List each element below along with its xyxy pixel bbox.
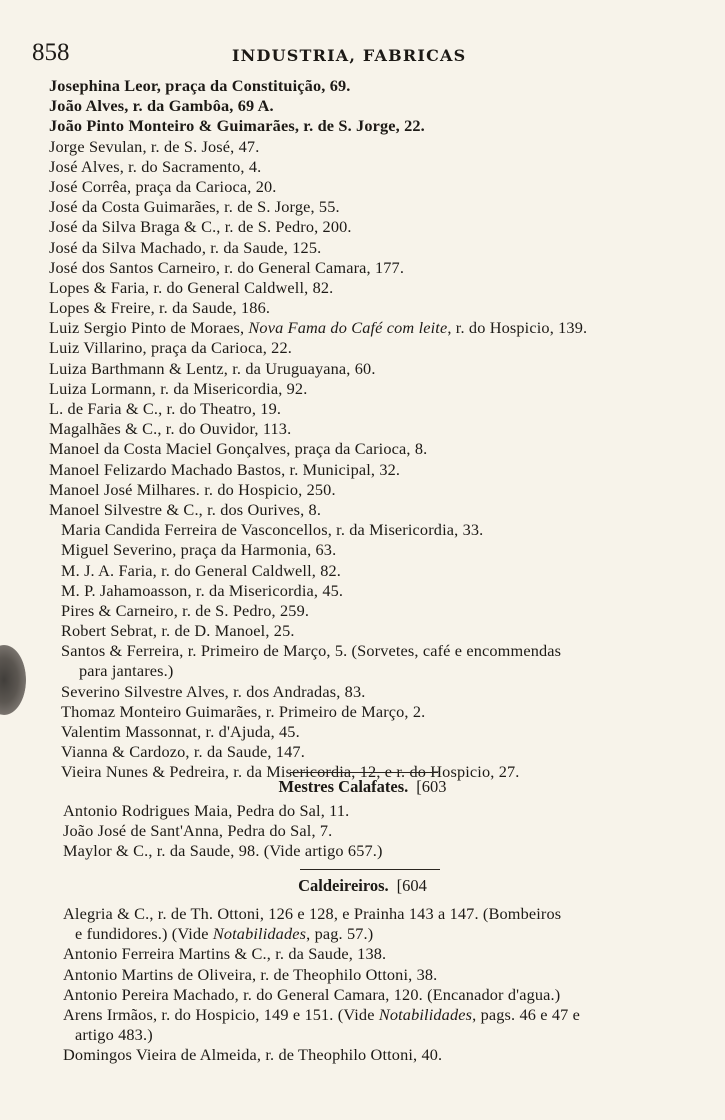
page-header [32,40,692,68]
directory-entry: M. J. A. Faria, r. do General Caldwell, 82. [61,560,342,580]
directory-entry: Magalhães & C., r. do Ouvidor, 113. [49,419,292,439]
directory-entry: para jantares.) [79,661,174,681]
directory-entry: Manoel Silvestre & C., r. dos Ourives, 8. [49,499,322,519]
directory-entry [63,904,713,924]
directory-entry: João José de Sant'Anna, Pedra do Sal, 7. [63,821,333,841]
directory-entry: Vianna & Cardozo, r. da Saude, 147. [61,742,305,762]
entry-italic-text: Nova Fama do Café com leite [248,318,448,338]
directory-entry: José dos Santos Carneiro, r. do General Camara, 177. [49,257,405,277]
section-number: [603 [416,777,447,796]
directory-entry: Vieira Nunes & Pedreira, r. da Misericordia, 12, e r. do Hospicio, 27. [61,762,520,782]
directory-entry: Robert Sebrat, r. de D. Manoel, 25. [61,621,295,641]
directory-entry [63,1025,713,1045]
directory-entry: José Corrêa, praça da Carioca, 20. [49,176,277,196]
directory-entry: José da Silva Machado, r. da Saude, 125. [49,237,322,257]
directory-entry: Santos & Ferreira, r. Primeiro de Março, 5. (Sorvetes, café e encommendas [61,641,562,661]
section-title: Caldeireiros. [298,876,389,895]
directory-entry: Maria Candida Ferreira de Vasconcellos, r. da Misericordia, 33. [61,520,484,540]
directory-entry: José Alves, r. do Sacramento, 4. [49,156,262,176]
entry-text: Alegria & C., r. de Th. Ottoni, 126 e 128, e Prainha 143 a 147. (Bombeiros [63,904,562,923]
directory-entry: Severino Silvestre Alves, r. dos Andradas, 83. [61,681,366,701]
directory-entry: Luiza Lormann, r. da Misericordia, 92. [49,378,308,398]
directory-entry: Manoel Felizardo Machado Bastos, r. Municipal, 32. [49,459,401,479]
section-heading-mestres-calafates [0,777,725,797]
directory-entry: M. P. Jahamoasson, r. da Misericordia, 45. [61,580,344,600]
directory-entry: Lopes & Faria, r. do General Caldwell, 82. [49,277,334,297]
directory-entry: Miguel Severino, praça da Harmonia, 63. [61,540,337,560]
entry-text: artigo 483.) [75,1025,153,1045]
entry-text: Luiz Sergio Pinto de Moraes, [49,318,249,338]
entries-list-main [49,76,699,783]
directory-entry [63,1045,713,1065]
directory-entry: Valentim Massonnat, r. d'Ajuda, 45. [61,722,300,741]
entry-text: Domingos Vieira de Almeida, r. de Theophilo Ottoni, 40. [63,1045,443,1065]
entries-list-mestres-calafates [63,801,713,862]
ink-blot-mark [0,645,26,715]
entry-text: Arens Irmãos, r. do Hospicio, 149 e 151. (Vide [63,1004,379,1024]
directory-entry: Jorge Sevulan, r. de S. José, 47. [49,136,260,156]
directory-entry: Maylor & C., r. da Saude, 98. (Vide artigo 657.) [63,841,383,861]
directory-entry: José da Silva Braga & C., r. de S. Pedro, 200. [49,217,352,237]
section-heading-caldeireiros [0,876,725,896]
section-number: [604 [396,876,427,895]
directory-entry: Manoel da Costa Maciel Gonçalves, praça da Carioca, 8. [49,439,428,459]
directory-entry [49,318,699,338]
entries-list-caldeireiros [63,904,713,1066]
directory-entry: Luiza Barthmann & Lentz, r. da Uruguayana, 60. [49,358,376,378]
directory-entry [63,944,713,964]
directory-entry: Thomaz Monteiro Guimarães, r. Primeiro de Março, 2. [61,701,426,721]
directory-entry [63,1005,713,1025]
entry-text: , pags. 46 e 47 e [472,1004,581,1024]
directory-entry: José da Costa Guimarães, r. de S. Jorge, 55. [49,197,340,217]
directory-entry: Luiz Villarino, praça da Carioca, 22. [49,338,292,358]
directory-entry: Antonio Rodrigues Maia, Pedra do Sal, 11. [63,801,350,820]
directory-entry: João Pinto Monteiro & Guimarães, r. de S. Jorge, 22. [49,116,425,136]
section-rule-middle [300,869,440,870]
directory-entry: Lopes & Freire, r. da Saude, 186. [49,298,271,318]
page-number: 858 [32,39,70,66]
entry-text: Antonio Martins de Oliveira, r. de Theophilo Ottoni, 38. [63,964,438,984]
section-rule-top [290,772,438,773]
directory-entry: Pires & Carneiro, r. de S. Pedro, 259. [61,600,310,620]
directory-entry: L. de Faria & C., r. do Theatro, 19. [49,399,282,418]
entry-italic-text: Notabilidades [378,1004,473,1024]
entry-italic-text: Notabilidades [212,924,307,944]
directory-entry [63,924,713,944]
directory-entry: Manoel José Milhares. r. do Hospicio, 250. [49,479,336,499]
entry-text: , pag. 57.) [306,924,374,944]
entry-text: Antonio Ferreira Martins & C., r. da Saude, 138. [63,944,387,964]
entry-text: Antonio Pereira Machado, r. do General Camara, 120. (Encanador d'agua.) [63,984,561,1004]
directory-entry [63,965,713,985]
directory-entry: Josephina Leor, praça da Constituição, 69. [49,76,351,95]
running-head: INDUSTRIA, FABRICAS [232,46,467,65]
directory-entry [63,985,713,1005]
entry-text: , r. do Hospicio, 139. [447,318,588,338]
entry-text: e fundidores.) (Vide [75,924,213,944]
directory-entry: João Alves, r. da Gambôa, 69 A. [49,96,274,116]
section-title: Mestres Calafates. [278,777,409,796]
